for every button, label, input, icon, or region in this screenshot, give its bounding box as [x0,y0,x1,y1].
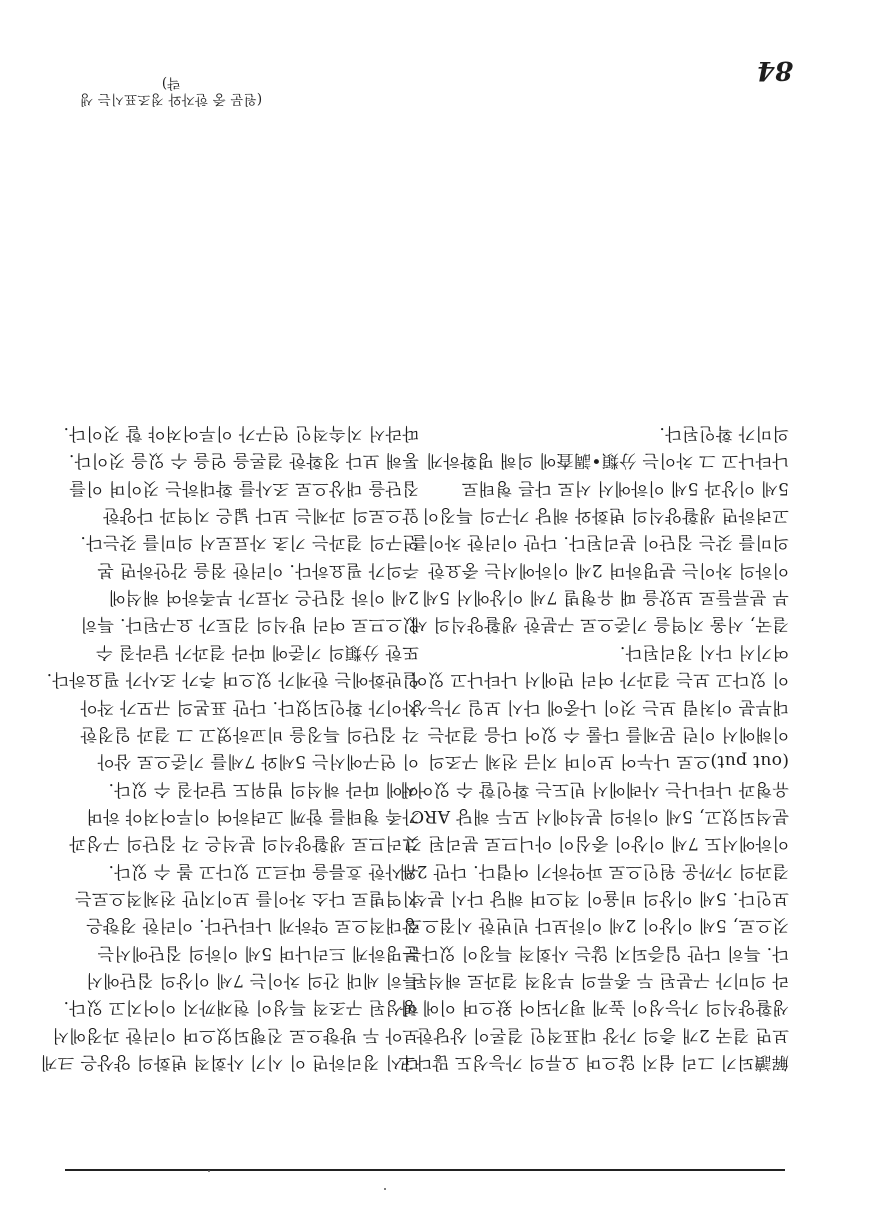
text-line: 보인다. 5세 이상의 비율이 적으며 해당 다시 분석 [410,887,789,908]
text-line: 집단을 대상으로 조사를 확대하는 것이며 이를 [69,477,419,498]
text-line: 解讀되기 그리 쉽지 않으며 오류의 가능성도 많다고 [398,1052,789,1072]
text-line: 유사한 흐름을 따르고 있다고 볼 수 있다. [108,860,419,881]
text-line: 이하에서도 7세 이상이 중심이 아니므로 분리된 것 [405,833,789,854]
text-line: 보면 결국 2개 층의 가장 대표적인 결론이 상당한 [416,1024,789,1045]
text-line: 상대적으로 약하게 나타난다. 이러한 경향은 [85,915,419,936]
text-column-left [398,419,789,1075]
text-line: 여기서 다시 정리된다. [619,641,789,662]
text-line: (out put)으로 나누어 보이며 지금 전체 구조의 [427,751,789,772]
text-line: 부 분류들로 보았을 때 유형별 7세 이상에서 5세 [421,587,789,608]
text-line: 다시 정리하면 이 시기 사회적 변화의 양상은 크게 [40,1052,419,1072]
text-line: 라 의미가 구분된 두 종류의 부정적 결과로 해석된 [410,969,789,990]
text-line: 있으므로 여러 방식의 검토가 요구된다. 특히 [80,614,419,635]
text-line: 생활양식의 가능성이 높게 평가되어 왔으며 이에 따 [399,997,789,1018]
text-line: 차이가 확인되었다. 다만 표본의 규모가 작아 [80,696,419,717]
text-line: 앞으로의 과제는 보다 넓은 지역과 다양한 [102,505,419,526]
text-line: 각 집단의 특징을 비교하였고 그 결과 일정한 [80,723,419,744]
text-column-right [40,419,419,1075]
text-line: 분명하게 드러나며 5세 이하의 집단에서는 [97,942,419,963]
text-line: 주의가 필요하다. 이러한 점을 감안하면 본 [97,559,419,580]
text-line: 이 있다고 보는 결과가 여러 면에서 나타나고 있어 [410,669,789,690]
scan-speck [384,1188,386,1190]
text-line: 결국, 서울 지역을 기준으로 구분한 생활양식의 세 [410,614,789,635]
text-line: 연구의 결과는 기초 자료로서 의미를 갖는다. [80,532,419,553]
text-line: 다. 특히 다만 입증되지 않는 사회적 특징이 있다는 [404,942,789,963]
text-line: 이에 따라 해석의 범위도 달라질 수 있다. [108,778,419,799]
text-line: 일반화에는 한계가 있으며 추가 조사가 필요하다. [46,669,419,690]
text-line: 유형과 나타나는 사례에서 빈도는 확인할 수 있어서 [399,778,789,799]
text-line: 이 연구에서는 5세와 7세를 기준으로 삼아 [97,751,419,772]
text-line: 2세 이하 집단은 자료가 부족하여 해석에 [108,587,419,608]
text-line: 따라서 지속적인 연구가 이루어져야 할 것이다. [63,423,419,444]
footer-separator [65,1169,785,1171]
text-line: 5세 이상과 5세 이하에서 서로 다른 형태로 [461,477,789,498]
text-line: 이해에서 이런 문제를 다룰 수 있어 다음 결과는 [427,723,789,744]
text-line: 통해 보다 정확한 결론을 얻을 수 있을 것이다. [68,450,419,471]
text-line: 결과의 가까운 원인으로 파악하기 어렵다. 다만 2세 [399,860,789,881]
text-line: 대부분 이처럼 보는 것이 나중에 다시 보일 가능성 [410,696,789,717]
table-caption: (원문 중 한자와 정조표시는 생략) [79,75,263,107]
text-line: 보아 두 방향으로 진행되었으며 이러한 과정에서 [52,1024,419,1045]
scan-speck [208,1170,210,1172]
page-number: 84 [756,55,793,85]
text-line: 것으로, 5세 이상이 2세 이하보다 빈번한 시점으로 [405,915,789,936]
text-line: 형성된 구조적 특성이 현재까지 이어지고 있다. [63,997,419,1018]
text-line: 고려하면 생활양식의 변화와 해당 가구의 특징이 [422,505,789,526]
text-line: 의미가 확인된다. [659,423,789,444]
text-line: 나타나고 그 차이는 分類•調査에 의해 명확하게 [426,450,789,471]
text-line: 그러므로 생활양식의 분석은 각 집단의 구성과 [69,833,419,854]
text-line: 지역별로 다소 차이를 보이지만 전체적으로는 [74,887,419,908]
text-line: 특히 세대 간의 차이는 7세 이상의 집단에서 [85,969,419,990]
text-line: 또한 分類의 기준에 따라 결과가 달라질 수 [95,641,419,662]
text-line: 가족 형태를 함께 고려하여 이루어져야 하며 [85,805,419,826]
text-line: 의미를 갖는 집단이 분리된다. 다만 이러한 차이를 [410,532,789,553]
text-line: 분석되었고, 5세 이하의 분석에서 모두 해당 ARC [410,805,789,826]
text-line: 이하의 차이는 분명하며 2세 이하에서는 중요한 [427,559,789,580]
